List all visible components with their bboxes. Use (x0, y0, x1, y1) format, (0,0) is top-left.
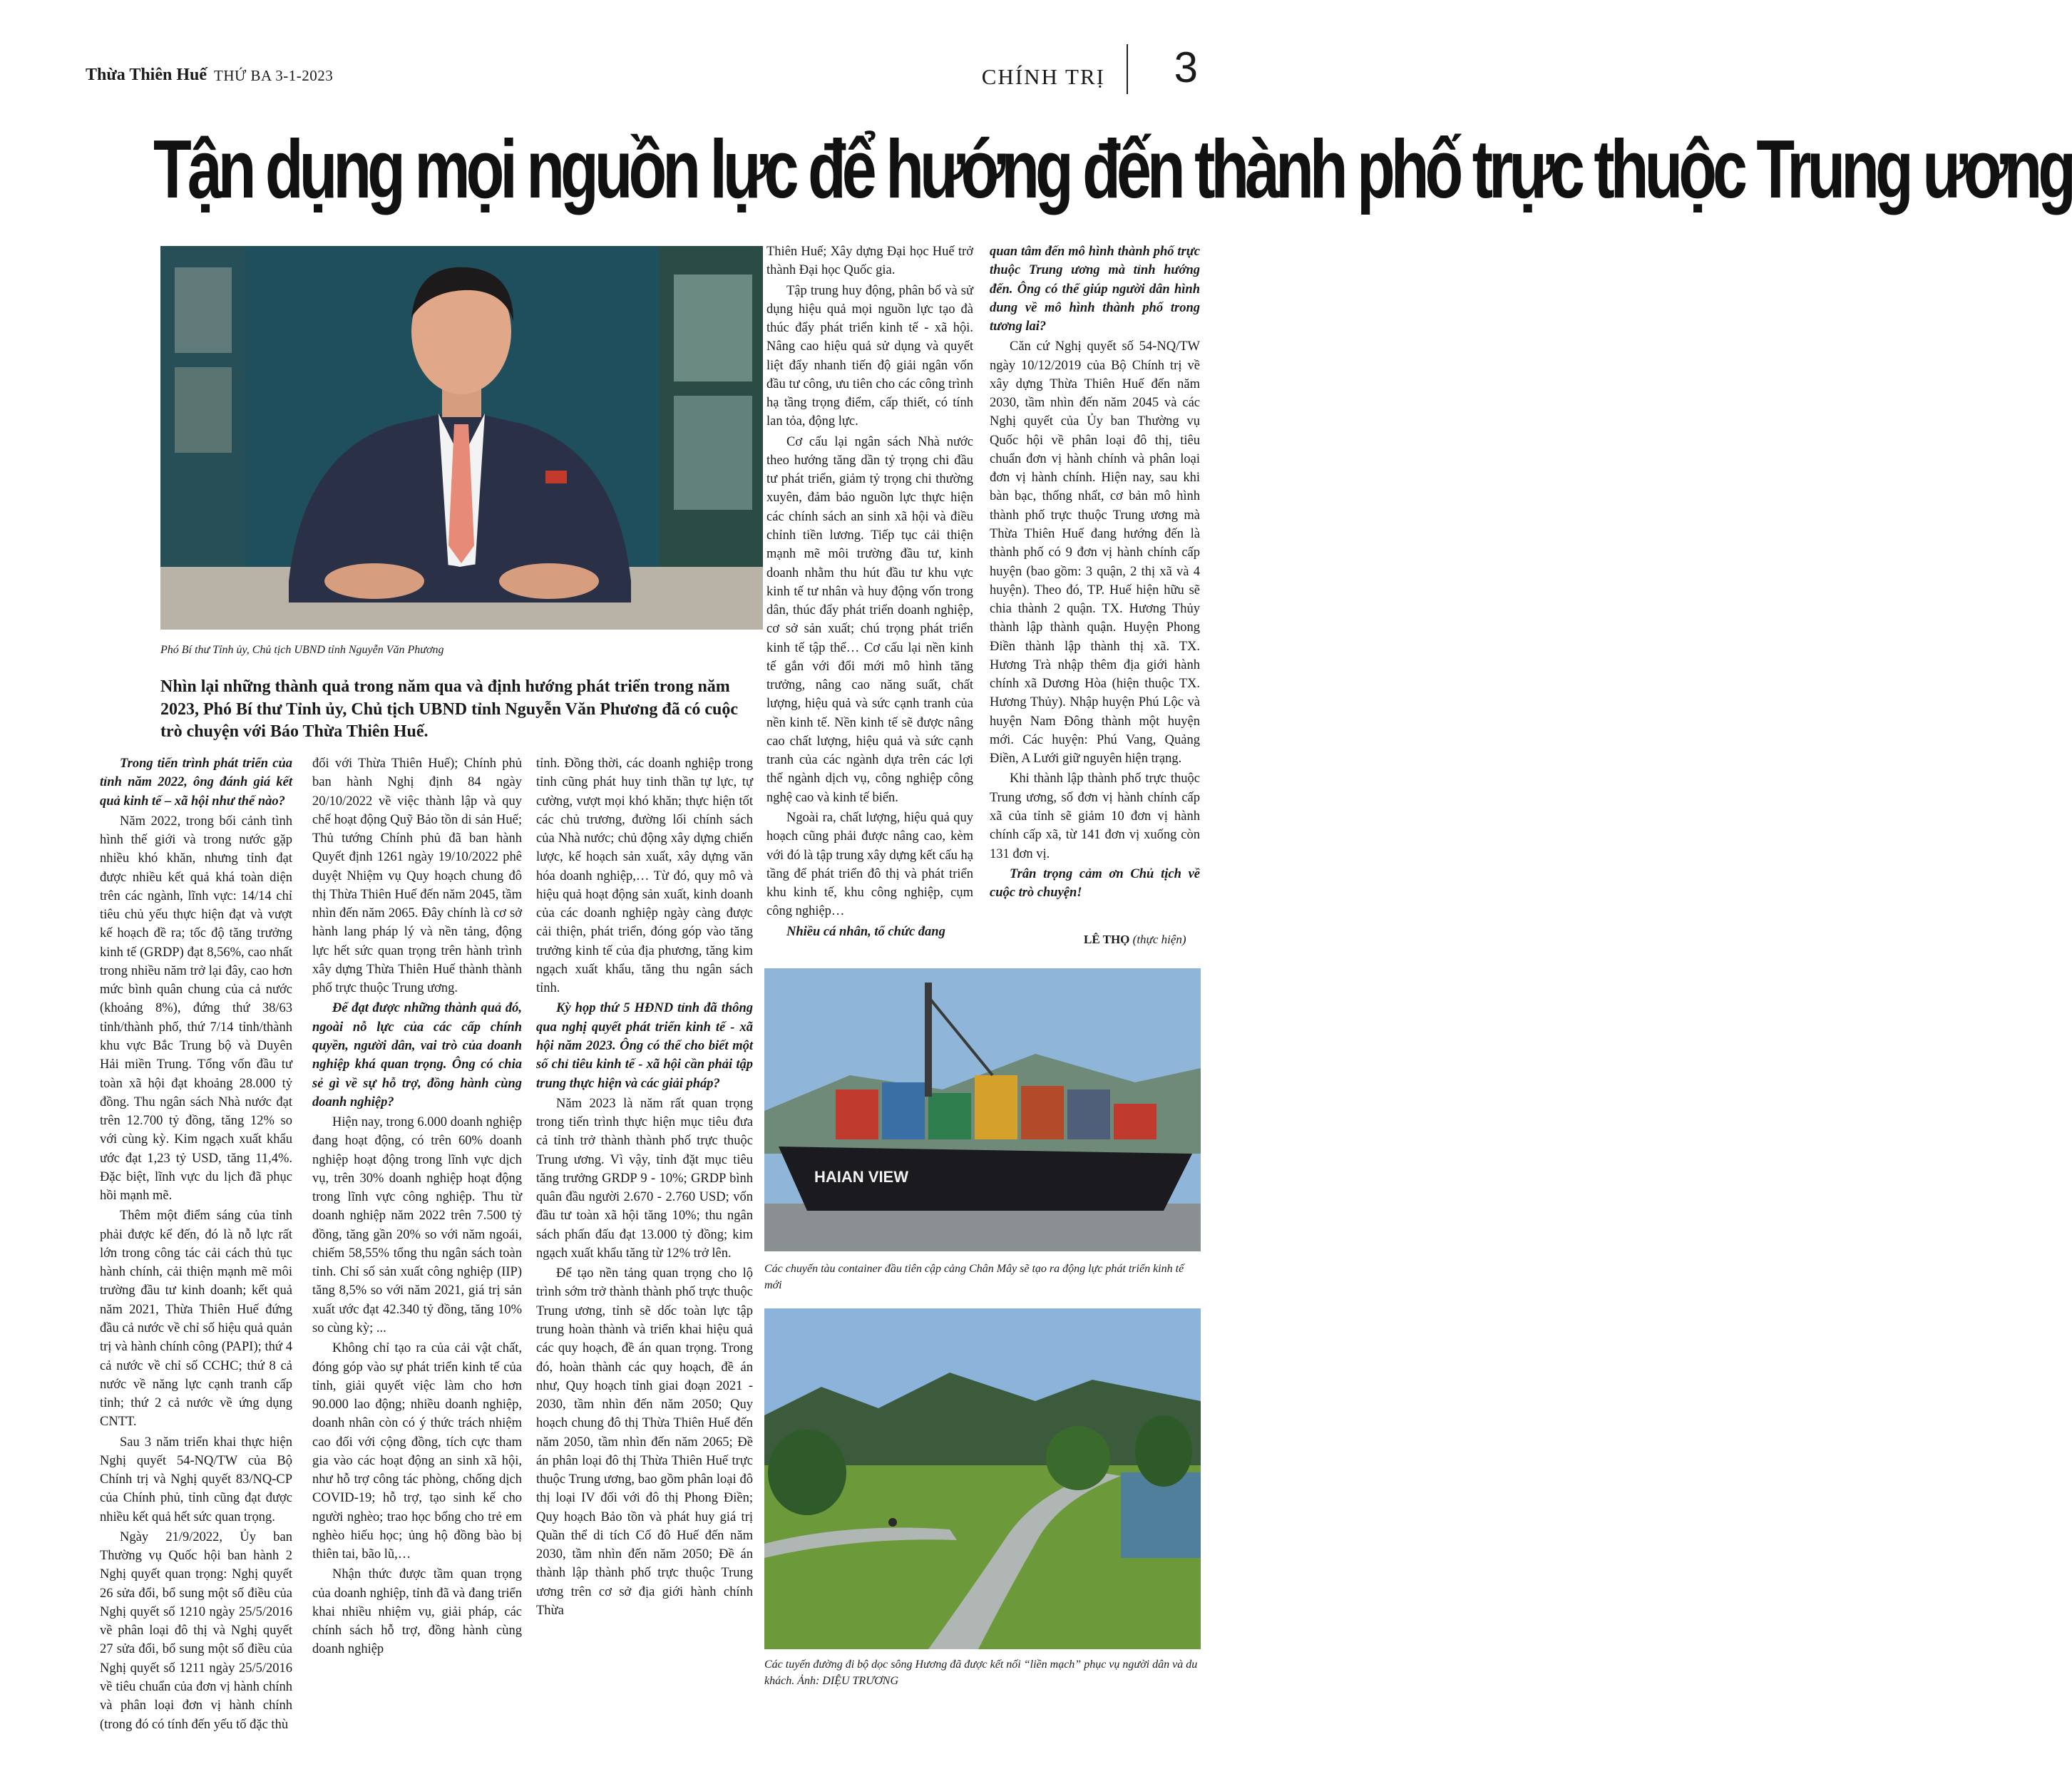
paragraph: Năm 2022, trong bối cảnh tình hình thế giới và trong nước gặp nhiều khó khăn, nhưng tỉnh đạt được nhiều kết quả khá toàn diện trên các ngành, lĩnh vực: 14/14 chỉ tiêu chủ yếu thực hiện đạt và vượt kế hoạch đề ra; tốc độ tăng trưởng kinh tế (GRDP) đạt 8,56%, cao nhất trong nhiều năm trở lại đây, cao hơn mức bình quân chung của cả nước (khoảng 8%), đứng thứ 38/63 tỉnh/thành phố, thứ 7/14 tỉnh/thành khu vực Bắc Trung bộ và Duyên Hải miền Trung. Tổng vốn đầu tư toàn xã hội đạt khoảng 28.000 tỷ đồng. Thu ngân sách Nhà nước đạt trên 12.700 tỷ đồng, tăng 12% so với cùng kỳ. Kim ngạch xuất khẩu ước đạt 1,23 tỷ USD, tăng 11,4%. Đặc biệt, lĩnh vực du lịch đã phục hồi mạnh mẽ. (100, 814, 292, 1204)
article-column-1 (100, 754, 292, 1735)
question: quan tâm đến mô hình thành phố trực thuộc Trung ương mà tỉnh hướng đến. Ông có thể giúp người dân hình dung về mô hình thành phố trong tương lai? (990, 245, 1200, 334)
page-number: 3 (1174, 43, 1198, 91)
article-column-4 (766, 242, 973, 943)
park-illustration (764, 1308, 1201, 1649)
byline-name: LÊ THỌ (1084, 933, 1130, 946)
paragraph: tỉnh. Đồng thời, các doanh nghiệp trong tỉnh cũng phát huy tinh thần tự lực, tự cường, vượt mọi khó khăn; thực hiện tốt các chủ trương, đường lối chính sách của Nhà nước; chủ động xây dựng chiến lược, kế hoạch sản xuất, xây dựng văn hóa doanh nghiệp,… Từ đó, quy mô và hiệu quả hoạt động sản xuất, kinh doanh của các doanh nghiệp ngày càng được cải thiện, phát triển, đóng góp vào tăng trưởng kinh tế của địa phương, tăng kim ngạch xuất khẩu, tăng thu ngân sách tỉnh. (536, 757, 753, 996)
ship-hull-text: HAIAN VIEW (814, 1168, 908, 1186)
portrait-photo (160, 246, 763, 630)
paragraph: Không chỉ tạo ra của cải vật chất, đóng góp vào sự phát triển kinh tế của tỉnh, giải quyết việc làm cho hơn 90.000 lao động; nhiều doanh nghiệp, doanh nhân còn có ý thức trách nhiệm cao đối với cộng đồng, tích cực tham gia vào các hoạt động an sinh xã hội, như hỗ trợ công tác phòng, chống dịch COVID-19; hỗ trợ, tạo sinh kế cho người nghèo; trao học bổng cho trẻ em nghèo hiếu học; ủng hộ đồng bào bị thiên tai, bão lũ,… (312, 1341, 522, 1562)
paragraph: Khi thành lập thành phố trực thuộc Trung ương, số đơn vị hành chính cấp xã của tỉnh sẽ giảm 10 đơn vị hành chính cấp xã, từ 141 đơn vị xuống còn 131 đơn vị. (990, 771, 1200, 861)
ship-caption: Các chuyến tàu container đầu tiên cập cảng Chân Mây sẽ tạo ra động lực phát triển kinh tế mới (764, 1263, 1184, 1292)
article-column-3 (536, 754, 753, 1621)
page-header (86, 43, 1198, 93)
paragraph: Thiên Huế; Xây dựng Đại học Huế trở thành Đại học Quốc gia. (766, 245, 973, 278)
ship-illustration (764, 968, 1201, 1251)
container-ship-photo (764, 968, 1201, 1251)
article-column-2 (312, 754, 522, 1661)
byline (1084, 933, 1186, 947)
paragraph: Căn cứ Nghị quyết số 54-NQ/TW ngày 10/12/2019 của Bộ Chính trị về xây dựng Thừa Thiên Huế đến năm 2030, tầm nhìn đến năm 2045 và các Nghị quyết của Ủy ban Thường vụ Quốc hội về phân loại đô thị, tiêu chuẩn đơn vị hành chính và phân loại đơn vị hành chính. Hiện nay, sau khi bàn bạc, thống nhất, cơ bản mô hình thành phố trực thuộc Trung ương mà Thừa Thiên Huế đang hướng đến là thành phố có 9 đơn vị hành chính cấp huyện (bao gồm: 3 quận, 2 thị xã và 4 huyện). Theo đó, TP. Huế hiện hữu sẽ chia thành 2 quận. TX. Hương Thủy thành lập thành quận. Huyện Phong Điền thành lập thành thị xã. TX. Hương Trà nhập thêm địa giới hành chính xã Dương Hòa (hiện thuộc TX. Hương Thủy). Nhập huyện Phú Lộc và huyện Nam Đông thành một huyện mới. Các huyện: Phú Vang, Quảng Điền, A Lưới giữ nguyên hiện trạng. (990, 339, 1200, 766)
paragraph: Năm 2023 là năm rất quan trọng trong tiến trình thực hiện mục tiêu đưa cả tỉnh trở thành thành phố trực thuộc Trung ương. Vì vậy, tỉnh đặt mục tiêu tăng trưởng GRDP 9 - 10%; GRDP bình quân đầu người 2.670 - 2.760 USD; vốn đầu tư toàn xã hội tăng 10%; thu ngân sách phấn đấu đạt 13.000 tỷ đồng; kim ngạch xuất khẩu tăng từ 12% trở lên. (536, 1096, 753, 1261)
park-caption: Các tuyến đường đi bộ dọc sông Hương đã được kết nối “liền mạch” phục vụ người dân và du khách. Ảnh: DIỆU TRƯƠNG (764, 1658, 1198, 1688)
headline: Tận dụng mọi nguồn lực để hướng đến thành phố trực thuộc Trung ương (153, 122, 2072, 215)
question: Trong tiến trình phát triển của tỉnh năm 2022, ông đánh giá kết quả kinh tế – xã hội như thế nào? (100, 757, 292, 809)
masthead: Thừa Thiên Huế (86, 66, 207, 84)
paragraph: đối với Thừa Thiên Huế); Chính phủ ban hành Nghị định 84 ngày 20/10/2022 về việc thành lập và quy chế hoạt động Quỹ Bảo tồn di sản Huế; Thủ tướng Chính phủ đã ban hành Quyết định 1261 ngày 19/10/2022 phê duyệt Nhiệm vụ Quy hoạch chung đô thị Thừa Thiên Huế đến năm 2045, tầm nhìn đến năm 2065. Đây chính là cơ sở hành lang pháp lý và nền tảng, động lực hết sức quan trọng trên hành trình xây dựng Thừa Thiên Huế thành thành phố trực thuộc Trung ương. (312, 757, 522, 996)
article-column-5 (990, 242, 1200, 903)
question: Kỳ họp thứ 5 HĐND tỉnh đã thông qua nghị quyết phát triển kinh tế - xã hội năm 2023. Ông có thể cho biết một số chỉ tiêu kinh tế - xã hội cần phải tập trung thực hiện và các giải pháp? (536, 1001, 753, 1091)
riverside-walkway-photo (764, 1308, 1201, 1649)
closing-remark: Trân trọng cảm ơn Chủ tịch về cuộc trò chuyện! (990, 866, 1200, 901)
header-divider (1127, 44, 1128, 94)
paragraph: Để tạo nền tảng quan trọng cho lộ trình sớm trở thành thành phố trực thuộc Trung ương, tỉnh sẽ dốc toàn lực tập trung hoàn thành và triển khai hiệu quả các quy hoạch, đề án quan trọng. Trong đó, hoàn thành các quy hoạch, đề án như, Quy hoạch tỉnh giai đoạn 2021 - 2030, tầm nhìn đến năm 2050; Quy hoạch chung đô thị Thừa Thiên Huế đến năm 2050, tầm nhìn đến năm 2065; Đề án phân loại đô thị Thừa Thiên Huế trực thuộc Trung ương, bao gồm phân loại đô thị loại IV đối với đô thị Phong Điền; Quy hoạch Bảo tồn và phát huy giá trị Quần thể di tích Cố đô Huế đến năm 2030, tầm nhìn đến năm 2050; Đề án thành lập thành phố trực thuộc Trung ương trên cơ sở địa giới hành chính Thừa (536, 1266, 753, 1618)
paragraph: Sau 3 năm triển khai thực hiện Nghị quyết 54-NQ/TW của Bộ Chính trị và Nghị quyết 83/NQ-CP của Chính phủ, tỉnh cũng đạt được nhiều kết quả hết sức quan trọng. (100, 1435, 292, 1524)
paragraph: Nhận thức được tầm quan trọng của doanh nghiệp, tỉnh đã và đang triển khai nhiều nhiệm vụ, giải pháp, các chính sách hỗ trợ, đồng hành cùng doanh nghiệp (312, 1567, 522, 1657)
paragraph: Hiện nay, trong 6.000 doanh nghiệp đang hoạt động, có trên 60% doanh nghiệp hoạt động trong lĩnh vực dịch vụ, trên 30% doanh nghiệp hoạt động trong lĩnh vực công nghiệp. Thu từ doanh nghiệp năm 2022 trên 7.500 tỷ đồng, tăng gần 20% so với năm ngoái, chiếm 58,55% tổng thu ngân sách toàn tỉnh. Chỉ số sản xuất công nghiệp (IIP) tăng 8,5% so với năm 2021, giá trị sản xuất ước đạt 42.340 tỷ đồng, tăng 10% so cùng kỳ; ... (312, 1115, 522, 1335)
question: Để đạt được những thành quả đó, ngoài nỗ lực của các cấp chính quyền, người dân, vai trò của doanh nghiệp khá quan trọng. Ông có chia sẻ gì về sự hỗ trợ, đồng hành cùng doanh nghiệp? (312, 1001, 522, 1109)
section-label: CHÍNH TRỊ (981, 64, 1105, 89)
paragraph: Thêm một điểm sáng của tỉnh phải được kể đến, đó là nỗ lực rất lớn trong công tác cải cách thủ tục hành chính, cải thiện mạnh mẽ môi trường đầu tư kinh doanh; kết quả năm 2021, Thừa Thiên Huế đứng đầu cả nước về chỉ số hiệu quả quản trị và hành chính công (PAPI); thứ 4 cả nước về chỉ số CCHC; thứ 8 cả nước về năng lực cạnh tranh cấp tỉnh; thứ 2 cả nước về ứng dụng CNTT. (100, 1209, 292, 1430)
paragraph: Cơ cấu lại ngân sách Nhà nước theo hướng tăng dần tỷ trọng chi đầu tư phát triển, giảm tỷ trọng chi thường xuyên, đảm bảo nguồn lực thực hiện các chính sách an sinh xã hội và điều chỉnh tiền lương. Tiếp tục cải thiện mạnh mẽ môi trường đầu tư, kinh doanh nhằm thu hút đầu tư khu vực kinh tế tư nhân và huy động vốn trong dân, thúc đẩy phát triển doanh nghiệp, cơ sở sản xuất; chú trọng phát triển kinh tế tập thể… Cơ cấu lại nền kinh tế gắn với đổi mới mô hình tăng trưởng, nâng cao năng suất, chất lượng, hiệu quả và sức cạnh tranh của nền kinh tế. Nền kinh tế sẽ được nâng cao chất lượng, hiệu quả và sức cạnh tranh của các ngành dựa trên các lợi thế ngành dịch vụ, công nghiệp công nghệ cao và kinh tế biển. (766, 434, 973, 805)
portrait-caption: Phó Bí thư Tỉnh ủy, Chủ tịch UBND tỉnh Nguyễn Văn Phương (160, 644, 444, 656)
byline-role: (thực hiện) (1132, 933, 1186, 946)
paragraph: Tập trung huy động, phân bổ và sử dụng hiệu quả mọi nguồn lực tạo đà thúc đẩy phát triển kinh tế - xã hội. Nâng cao hiệu quả sử dụng và quyết liệt đẩy nhanh tiến độ giải ngân vốn đầu tư công, ưu tiên cho các công trình hạ tầng trọng điểm, cấp thiết, có tính lan tỏa, động lực. (766, 283, 973, 429)
paragraph: Ngày 21/9/2022, Ủy ban Thường vụ Quốc hội ban hành 2 Nghị quyết quan trọng: Nghị quyết 26 sửa đổi, bổ sung một số điều của Nghị quyết số 1210 ngày 25/5/2016 về phân loại đô thị và Nghị quyết 27 sửa đổi, bổ sung một số điều của Nghị quyết số 1211 ngày 25/5/2016 về tiêu chuẩn của đơn vị hành chính và phân loại đơn vị hành chính (trong đó có tính đến yếu tố đặc thù (100, 1529, 292, 1732)
lede: Nhìn lại những thành quả trong năm qua và định hướng phát triển trong năm 2023, Phó Bí thư Tỉnh ủy, Chủ tịch UBND tỉnh Nguyễn Văn Phương đã có cuộc trò chuyện với Báo Thừa Thiên Huế. (160, 677, 739, 742)
portrait-illustration (160, 246, 763, 630)
dateline: THỨ BA 3-1-2023 (214, 67, 334, 84)
question: Nhiều cá nhân, tổ chức đang (786, 924, 945, 939)
paragraph: Ngoài ra, chất lượng, hiệu quả quy hoạch cũng phải được nâng cao, kèm với đó là tập trung xây dựng kết cấu hạ tầng để phát triển đô thị và phát triển khu kinh tế, khu công nghiệp, cụm công nghiệp… (766, 810, 973, 919)
